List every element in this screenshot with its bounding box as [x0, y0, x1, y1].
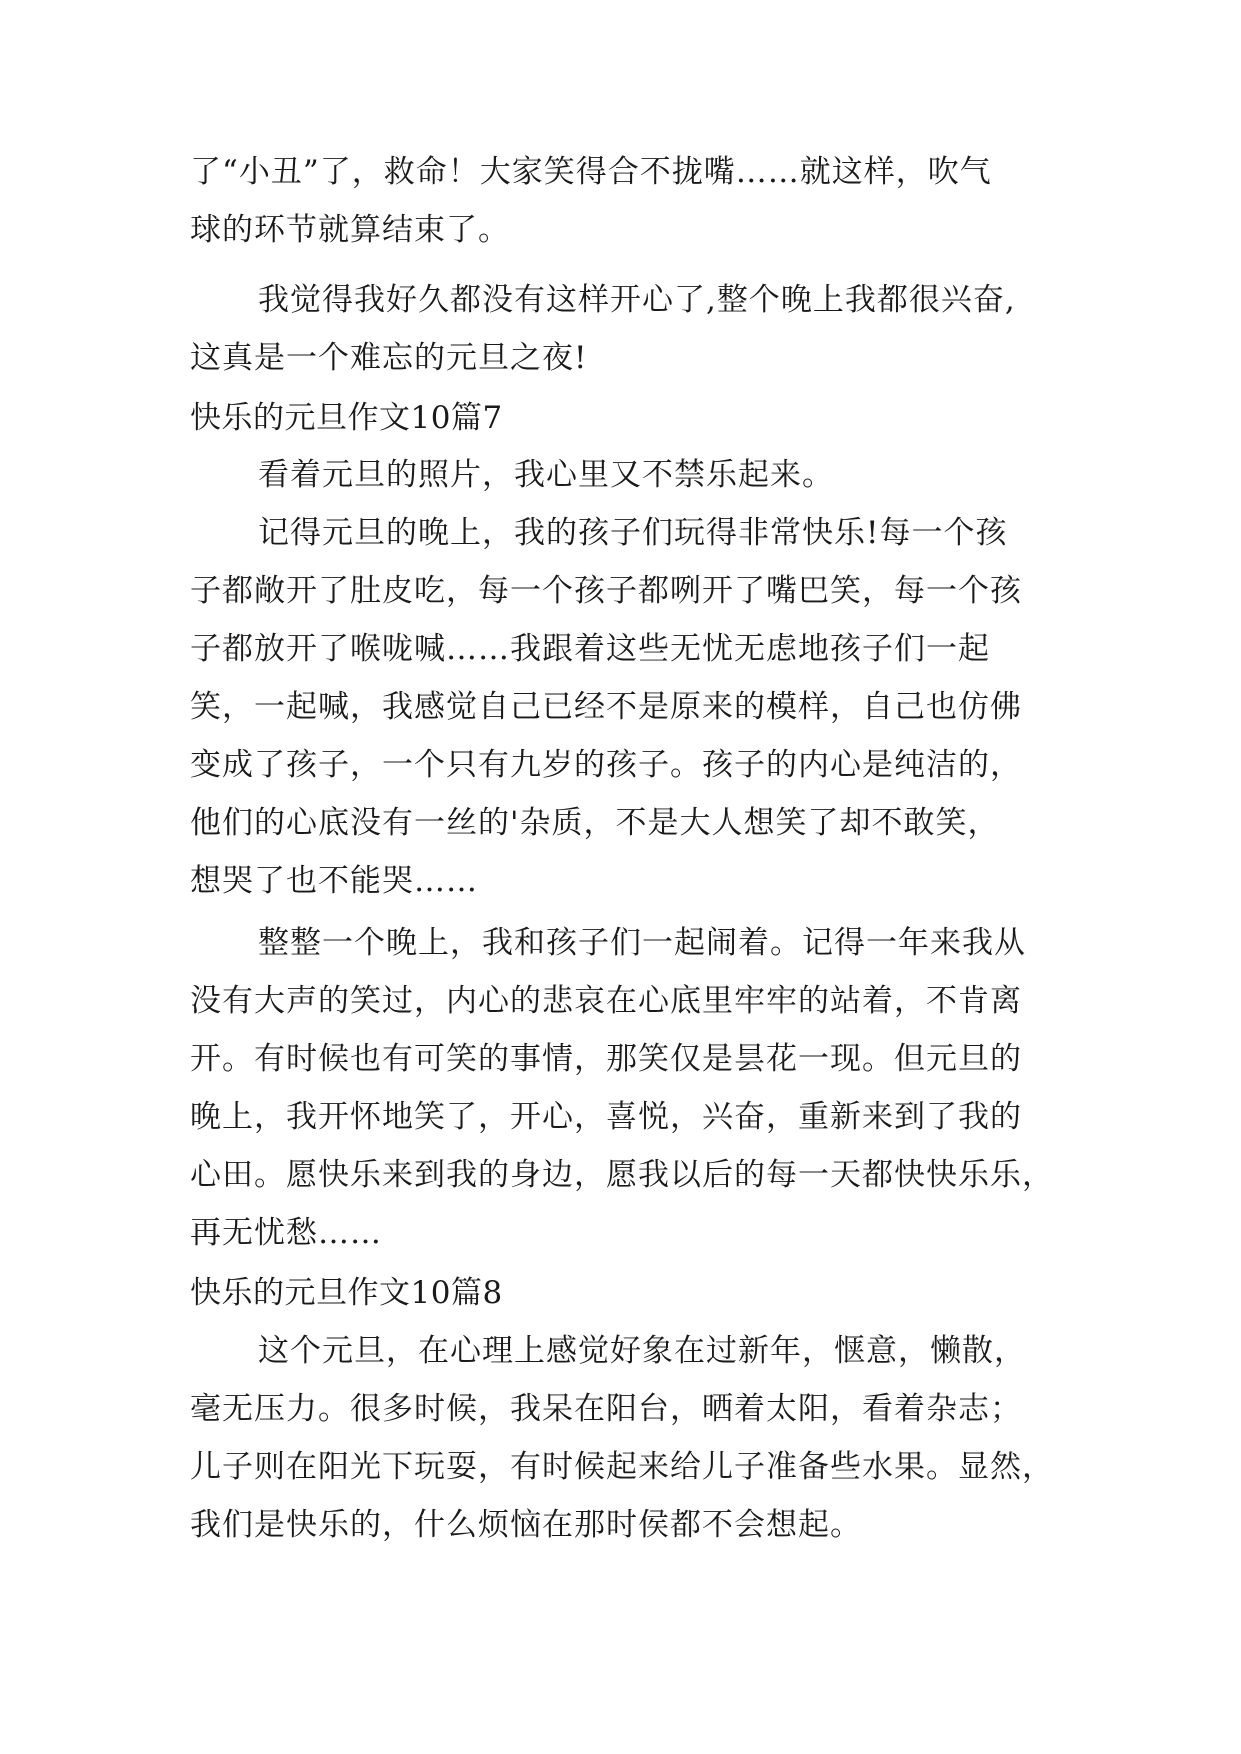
paragraph-line: 子都放开了喉咙喊……我跟着这些无忧无虑地孩子们一起	[190, 631, 990, 667]
paragraph-line: 了“小丑”了，救命！大家笑得合不拢嘴……就这样，吹气	[190, 154, 992, 190]
paragraph-line: 这真是一个难忘的元旦之夜!	[190, 340, 588, 376]
paragraph-line: 开。有时候也有可笑的事情，那笑仅是昙花一现。但元旦的	[190, 1041, 1022, 1077]
paragraph-line: 整整一个晚上，我和孩子们一起闹着。记得一年来我从	[258, 925, 1026, 961]
paragraph-line: 看着元旦的照片，我心里又不禁乐起来。	[258, 457, 834, 493]
paragraph-line: 再无忧愁……	[190, 1215, 382, 1251]
paragraph-line: 他们的心底没有一丝的'杂质，不是大人想笑了却不敢笑，	[190, 805, 1000, 841]
paragraph-line: 儿子则在阳光下玩耍，有时候起来给儿子准备些水果。显然，	[190, 1449, 1054, 1485]
paragraph-line: 笑，一起喊，我感觉自己已经不是原来的模样，自己也仿佛	[190, 689, 1022, 725]
paragraph-line: 这个元旦，在心理上感觉好象在过新年，惬意，懒散，	[258, 1333, 1026, 1369]
paragraph-line: 没有大声的笑过，内心的悲哀在心底里牢牢的站着，不肯离	[190, 983, 1022, 1019]
paragraph-line: 我觉得我好久都没有这样开心了,整个晚上我都很兴奋,	[258, 282, 1016, 318]
paragraph-line: 晚上，我开怀地笑了，开心，喜悦，兴奋，重新来到了我的	[190, 1099, 1022, 1135]
paragraph-line: 子都敞开了肚皮吃，每一个孩子都咧开了嘴巴笑，每一个孩	[190, 573, 1022, 609]
section-heading-7: 快乐的元旦作文10篇7	[190, 400, 503, 436]
paragraph-line: 变成了孩子，一个只有九岁的孩子。孩子的内心是纯洁的，	[190, 747, 1022, 783]
paragraph-line: 毫无压力。很多时候，我呆在阳台，晒着太阳，看着杂志；	[190, 1391, 1022, 1427]
paragraph-line: 我们是快乐的，什么烦恼在那时侯都不会想起。	[190, 1507, 862, 1543]
paragraph-line: 球的环节就算结束了。	[190, 212, 510, 248]
section-heading-8: 快乐的元旦作文10篇8	[190, 1275, 503, 1311]
paragraph-line: 记得元旦的晚上，我的孩子们玩得非常快乐!每一个孩	[258, 515, 1008, 551]
paragraph-line: 想哭了也不能哭……	[190, 863, 478, 899]
paragraph-line: 心田。愿快乐来到我的身边，愿我以后的每一天都快快乐乐，	[190, 1157, 1054, 1193]
